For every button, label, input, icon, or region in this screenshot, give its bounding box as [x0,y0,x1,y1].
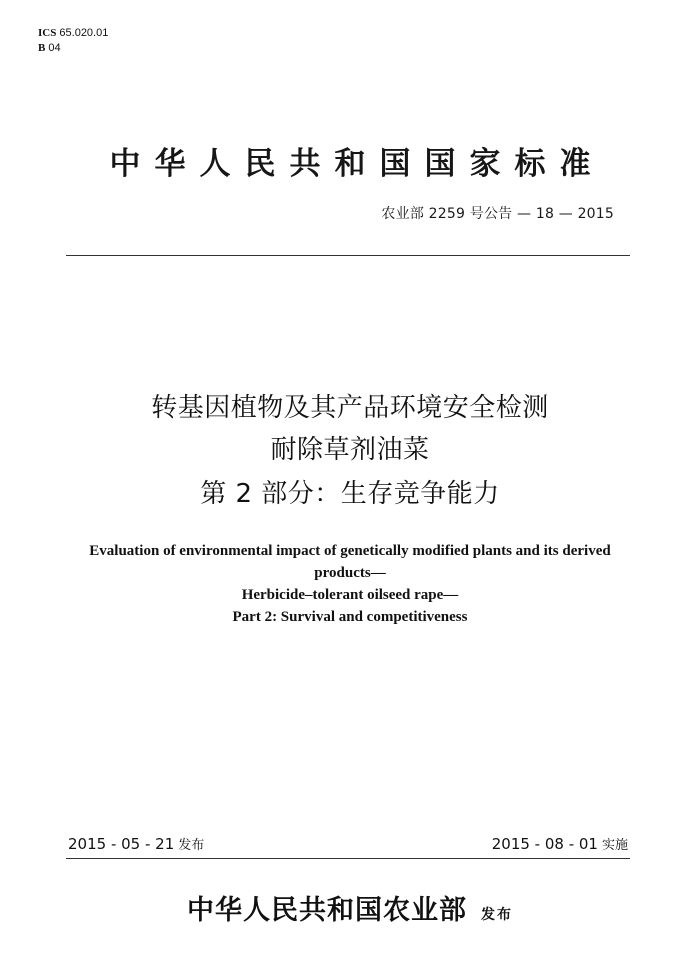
title-cn-line-1: 转基因植物及其产品环境安全检测 [151,393,549,423]
ics-code: 65.020.01 [59,27,109,39]
title-cn-line-2: 耐除草剂油菜 [270,435,430,465]
implementation-date-block [492,834,628,853]
issue-date: 2015 - 05 - 21 [68,835,175,853]
implementation-date: 2015 - 08 - 01 [491,835,598,853]
ccs-line [38,41,108,56]
issue-label: 发布 [178,838,205,853]
issuer-block [0,888,700,927]
title-en-line-1: Evaluation of environmental impact of genetically modified plants and its derived [89,543,611,559]
standard-number: 农业部 2259 号公告 — 18 — 2015 [381,206,614,222]
title-en-line-3: Herbicide–tolerant oilseed rape— [241,587,459,603]
issuer-action: 发布 [481,907,513,923]
title-en-line-2: products— [314,565,386,581]
ics-label: ICS [38,27,57,39]
issue-date-block [68,834,204,853]
classification-codes [38,26,108,56]
ccs-label: B [38,42,46,54]
issuer-name: 中华人民共和国农业部 [187,895,467,926]
ics-line [38,26,108,41]
title-en-line-4: Part 2: Survival and competitiveness [232,609,468,625]
bottom-divider [66,858,630,859]
implementation-label: 实施 [601,838,628,853]
top-divider [66,255,630,256]
ccs-code: 04 [48,42,61,54]
title-cn-line-3: 第 2 部分：生存竞争能力 [200,479,500,509]
national-standard-heading: 中华人民共和国国家标准 [109,146,605,182]
